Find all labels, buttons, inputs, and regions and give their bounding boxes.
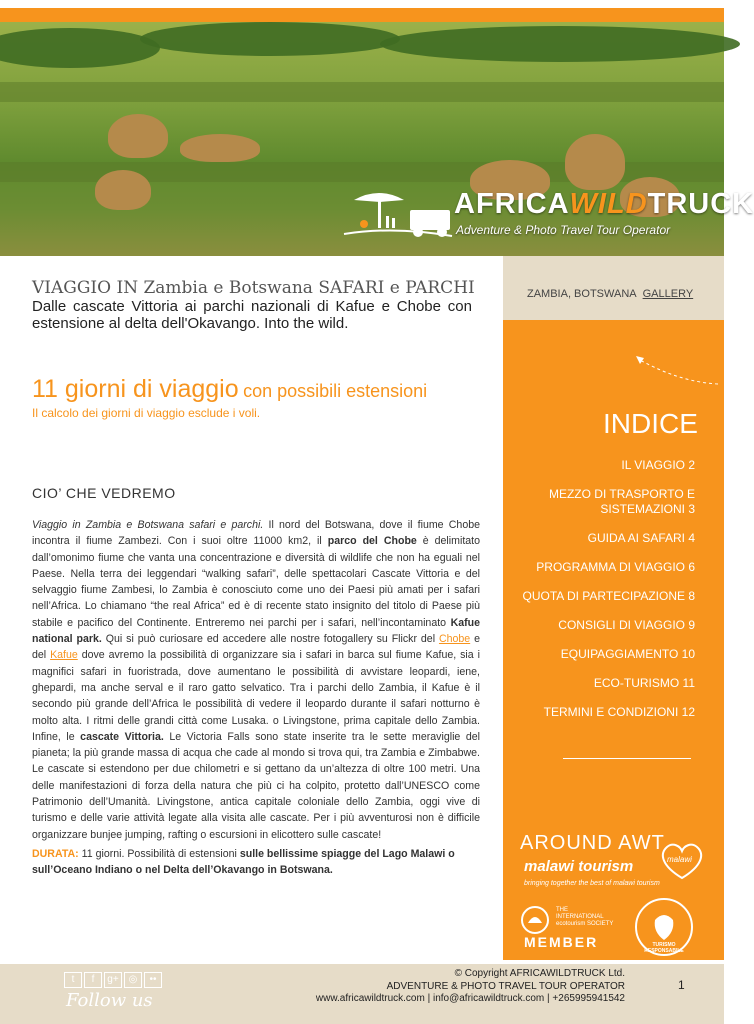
brand-name: AFRICAWILDTRUCK — [454, 188, 754, 220]
turismo-mark-text: TURISMO RESPONSABILE — [644, 942, 684, 954]
top-strip — [0, 0, 724, 22]
truck-logo-icon — [324, 186, 454, 242]
days-note: Il calcolo dei giorni di viaggio esclude i voli. — [32, 406, 261, 420]
toc-item[interactable]: TERMINI E CONDIZIONI 12 — [543, 705, 695, 719]
toc-item[interactable]: ECO-TURISMO 11 — [593, 676, 695, 690]
social-icons — [64, 972, 162, 988]
description-paragraph — [32, 517, 480, 843]
text-run: e del — [32, 633, 480, 662]
lion — [565, 134, 625, 190]
countries-line — [527, 288, 693, 300]
toc-item[interactable]: QUOTA DI PARTECIPAZIONE 8 — [522, 589, 695, 603]
bold-run: cascate Vittoria. — [80, 730, 164, 743]
tree-line — [380, 26, 740, 62]
toc-item[interactable]: GUIDA AI SAFARI 4 — [587, 531, 695, 545]
gallery-link[interactable]: GALLERY — [642, 288, 694, 300]
document-title: VIAGGIO IN Zambia e Botswana SAFARI e PARCHI — [32, 278, 475, 298]
kafue-gallery-link[interactable]: Kafue — [50, 649, 78, 662]
ecotourism-society-icon — [520, 905, 550, 935]
bold-run: sulle bellissime spiagge del Lago Malawi o sull’Oceano Indiano o nel Delta dell’Okavango in Botswana. — [32, 848, 455, 877]
instagram-icon[interactable]: ◎ — [124, 972, 142, 988]
sidebar-countries-box — [503, 256, 724, 320]
tree-line — [0, 28, 160, 68]
copyright: © Copyright AFRICAWILDTRUCK Ltd. — [454, 968, 625, 979]
text-run: Il nord del Botswana, dove il fiume Chobe incontra il fiume Zambezi. Con i suoi oltre 11000 km2, il — [32, 519, 480, 548]
turismo-responsabile-logo — [633, 896, 695, 958]
text-run: Le Victoria Falls sono state inserite tra le sette meraviglie del pianeta; la più grande massa di acqua che cade al mondo si trova qui, tra Zambia e Zimbabwe. Le cascate si estendono per due chilometri e si gettano da un’altezza di oltre 100 metri. Una delle manifestazioni di forza della natura che più ci ha colpito, protetto dall’UNESCO come Patrimonio dell’Umanità. Livingstone, antica capitale coloniale dello Zambia, oggi vive di turismo e delle varie attività legate alla visita alle cascate. Per i più avventurosi non è difficile organizzare bunjee jumping, rafting o escursioni in elicottero sulle cascate! — [32, 730, 480, 841]
around-awt-logo: AROUND AWT — [520, 832, 665, 854]
bold-run: Kafue national park. — [32, 616, 480, 646]
table-of-contents — [510, 458, 695, 734]
chobe-gallery-link[interactable]: Chobe — [438, 633, 471, 646]
toc-item[interactable]: IL VIAGGIO 2 — [621, 458, 695, 472]
malawi-tourism-tagline: bringing together the best of malawi tourism — [524, 880, 660, 887]
days-extension: con possibili estensioni — [243, 381, 428, 401]
duration-paragraph — [32, 846, 480, 879]
lion — [180, 134, 260, 162]
lion — [95, 170, 151, 210]
page-number: 1 — [678, 978, 685, 992]
member-label: MEMBER — [524, 934, 599, 950]
company-line: ADVENTURE & PHOTO TRAVEL TOUR OPERATOR — [386, 980, 625, 992]
toc-item[interactable]: CONSIGLI DI VIAGGIO 9 — [558, 618, 695, 632]
days-main: 11 giorni di viaggio — [32, 375, 239, 403]
bold-run: parco del Chobe — [327, 535, 417, 548]
tree-line — [140, 22, 400, 56]
text-run: 11 giorni. Possibilità di estensioni — [78, 848, 240, 860]
lion — [108, 114, 168, 158]
trip-duration-heading — [32, 375, 427, 404]
malawi-mark-text: malawi — [667, 855, 692, 864]
malawi-tourism-logo: malawi tourism — [524, 858, 634, 875]
flickr-icon[interactable]: •• — [144, 972, 162, 988]
dashed-arrow-icon — [630, 352, 722, 388]
index-title: INDICE — [603, 408, 698, 439]
contacts-line[interactable]: www.africawildtruck.com | info@africawildtruck.com | +265995941542 — [315, 993, 625, 1004]
facebook-icon[interactable]: f — [84, 972, 102, 988]
follow-us-label: Follow us — [66, 990, 153, 1011]
hero-photo — [0, 22, 754, 256]
text-run: Qui si può curiosare ed accedere alle nostre fotogallery su Flickr del — [101, 633, 439, 646]
africawildtruck-logo — [324, 186, 754, 246]
duration-label: DURATA: — [32, 848, 79, 860]
brand-tagline: Adventure & Photo Travel Tour Operator — [456, 223, 671, 237]
intro-italic: Viaggio in Zambia e Botswana safari e parchi. — [32, 519, 264, 531]
text-run: è delimitato dall’omonimo fiume che vanta una concentrazione e diversità di wildlife che non ha eguali nel Paese. Nella terra dei leggendari “walking safari”, delle spettacolari Cascate Vittoria e del selvaggio fiume Zambesi, lo Zambia è conosciuto come uno dei Paesi più amati per i safari nell’Africa. Lo chiamano “the real Africa” ed è di recente stato insignito del titolo di Paese più stabile e pacifico del Continente. Entreremo nei parchi per i safari, nell’incontaminato — [32, 535, 480, 629]
malawi-heart-logo — [657, 838, 707, 882]
countries-label: ZAMBIA, BOTSWANA — [527, 288, 637, 300]
toc-item[interactable]: PROGRAMMA DI VIAGGIO 6 — [536, 560, 695, 574]
toc-item[interactable]: MEZZO DI TRASPORTO E SISTEMAZIONI 3 — [548, 487, 695, 516]
section-title: CIO’ CHE VEDREMO — [32, 485, 176, 501]
toc-item[interactable]: EQUIPAGGIAMENTO 10 — [560, 647, 695, 661]
top-accent-bar — [0, 8, 724, 22]
grass-band — [0, 82, 724, 102]
toc-divider — [563, 758, 691, 759]
text-run: dove avremo la possibilità di organizzare sia i safari in barca sul fiume Kafue, sia i magnifici safari in fuoristrada, dove aumentano le possibilità di avvistare leopardi, iene, ghepardi, ma anche serval e il raro gatto selvatico. Tra i parchi dello Zambia, il Kafue è il secondo più grande dell’Africa le possibilità di vedere il leopardo durante il safari notturno è molto alta. I ritmi delle grandi città come Lusaka. o Livingstone, prima capitale dello Zambia. Infine, le — [32, 649, 480, 743]
google-plus-icon[interactable]: g+ — [104, 972, 122, 988]
ecotourism-society-text: THE INTERNATIONAL ecotourism SOCIETY — [556, 907, 614, 927]
document-subtitle: Dalle cascate Vittoria ai parchi nazionali di Kafue e Chobe con estensione al delta dell'Okavango. Into the wild. — [32, 298, 472, 332]
footer-credits — [280, 968, 625, 1006]
twitter-icon[interactable]: t — [64, 972, 82, 988]
